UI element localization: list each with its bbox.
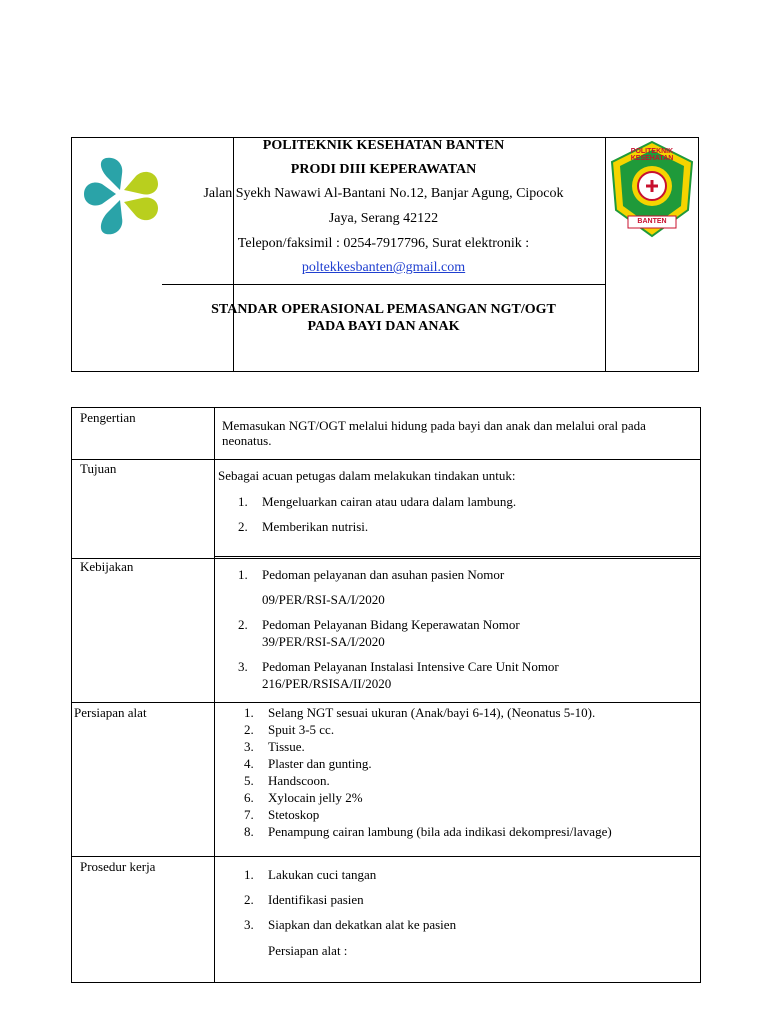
header-divider-horizontal [162, 284, 605, 285]
poltekkes-banten-badge [608, 140, 696, 240]
row-label-pengertian: Pengertian [80, 410, 136, 425]
address-line-2: Jaya, Serang 42122 [328, 211, 439, 226]
persiapan-item-4: Plaster dan gunting. [268, 756, 372, 771]
persiapan-item-5: Handscoon. [268, 773, 330, 788]
prosedur-num-2: 2. [244, 892, 254, 907]
persiapan-num-8: 8. [244, 824, 254, 839]
address-line-1: Jalan Syekh Nawawi Al-Bantani No.12, Banjar Agung, Cipocok [203, 186, 564, 201]
kebijakan-num-1: 1. [238, 567, 248, 582]
sop-content-table [71, 407, 701, 983]
row-divider-2-right [215, 556, 700, 557]
pengertian-text: Memasukan NGT/OGT melalui hidung pada bayi dan anak dan melalui oral pada neonatus. [222, 418, 646, 448]
kebijakan-num-3: 3. [238, 659, 248, 674]
persiapan-num-6: 6. [244, 790, 254, 805]
row-label-persiapan-alat: Persiapan alat [74, 705, 147, 720]
persiapan-num-5: 5. [244, 773, 254, 788]
kebijakan-item-3-line-1: Pedoman Pelayanan Instalasi Intensive Care Unit Nomor [262, 659, 559, 674]
prosedur-subheading: Persiapan alat : [268, 943, 348, 958]
kebijakan-item-1-line-2: 09/PER/RSI-SA/I/2020 [262, 592, 385, 607]
sop-title-line-1: STANDAR OPERASIONAL PEMASANGAN NGT/OGT [211, 302, 556, 317]
row-divider-1 [72, 459, 700, 460]
tujuan-item-1: Mengeluarkan cairan atau udara dalam lambung. [262, 494, 517, 509]
email-link[interactable]: poltekkesbanten@gmail.com [301, 260, 466, 275]
kebijakan-item-1-line-1: Pedoman pelayanan dan asuhan pasien Nomor [262, 567, 505, 582]
kebijakan-item-2-line-2: 39/PER/RSI-SA/I/2020 [262, 634, 385, 649]
phone-line: Telepon/faksimil : 0254-7917796, Surat elektronik : [237, 236, 530, 251]
persiapan-num-3: 3. [244, 739, 254, 754]
persiapan-item-2: Spuit 3-5 cc. [268, 722, 335, 737]
tujuan-item-2: Memberikan nutrisi. [262, 519, 369, 534]
label-column-divider [214, 408, 215, 982]
kebijakan-item-3-line-2: 216/PER/RSISA/II/2020 [262, 676, 392, 691]
sop-title-line-2: PADA BAYI DAN ANAK [307, 319, 460, 334]
persiapan-item-3: Tissue. [268, 739, 305, 754]
prosedur-item-1: Lakukan cuci tangan [268, 867, 377, 882]
persiapan-item-6: Xylocain jelly 2% [268, 790, 363, 805]
tujuan-num-2: 2. [238, 519, 248, 534]
persiapan-num-4: 4. [244, 756, 254, 771]
row-label-tujuan: Tujuan [80, 461, 117, 476]
prosedur-num-1: 1. [244, 867, 254, 882]
row-divider-3 [72, 702, 700, 703]
prosedur-item-3: Siapkan dan dekatkan alat ke pasien [268, 917, 457, 932]
badge-top-text: POLITEKNIK KESEHATAN [630, 148, 674, 162]
persiapan-item-1: Selang NGT sesuai ukuran (Anak/bayi 6-14), (Neonatus 5-10). [268, 705, 596, 720]
header-table [71, 137, 699, 372]
persiapan-num-2: 2. [244, 722, 254, 737]
kemenkes-logo-icon [80, 154, 164, 238]
persiapan-num-1: 1. [244, 705, 254, 720]
tujuan-intro: Sebagai acuan petugas dalam melakukan tindakan untuk: [218, 468, 516, 483]
row-label-kebijakan: Kebijakan [80, 559, 134, 574]
prosedur-num-3: 3. [244, 917, 254, 932]
badge-bottom-text: BANTEN [637, 218, 667, 225]
persiapan-item-7: Stetoskop [268, 807, 320, 822]
kemenkes-logo [80, 154, 164, 238]
program-name: PRODI DIII KEPERAWATAN [290, 162, 477, 177]
header-divider-right [605, 138, 606, 371]
kebijakan-num-2: 2. [238, 617, 248, 632]
tujuan-num-1: 1. [238, 494, 248, 509]
kebijakan-item-2-line-1: Pedoman Pelayanan Bidang Keperawatan Nomor [262, 617, 520, 632]
persiapan-item-8: Penampung cairan lambung (bila ada indikasi dekompresi/lavage) [268, 824, 612, 839]
prosedur-item-2: Identifikasi pasien [268, 892, 364, 907]
email-line [162, 260, 605, 276]
row-label-prosedur-kerja: Prosedur kerja [80, 859, 156, 874]
institution-name: POLITEKNIK KESEHATAN BANTEN [262, 138, 505, 153]
row-divider-4 [72, 856, 700, 857]
persiapan-num-7: 7. [244, 807, 254, 822]
row-divider-2 [72, 558, 700, 559]
